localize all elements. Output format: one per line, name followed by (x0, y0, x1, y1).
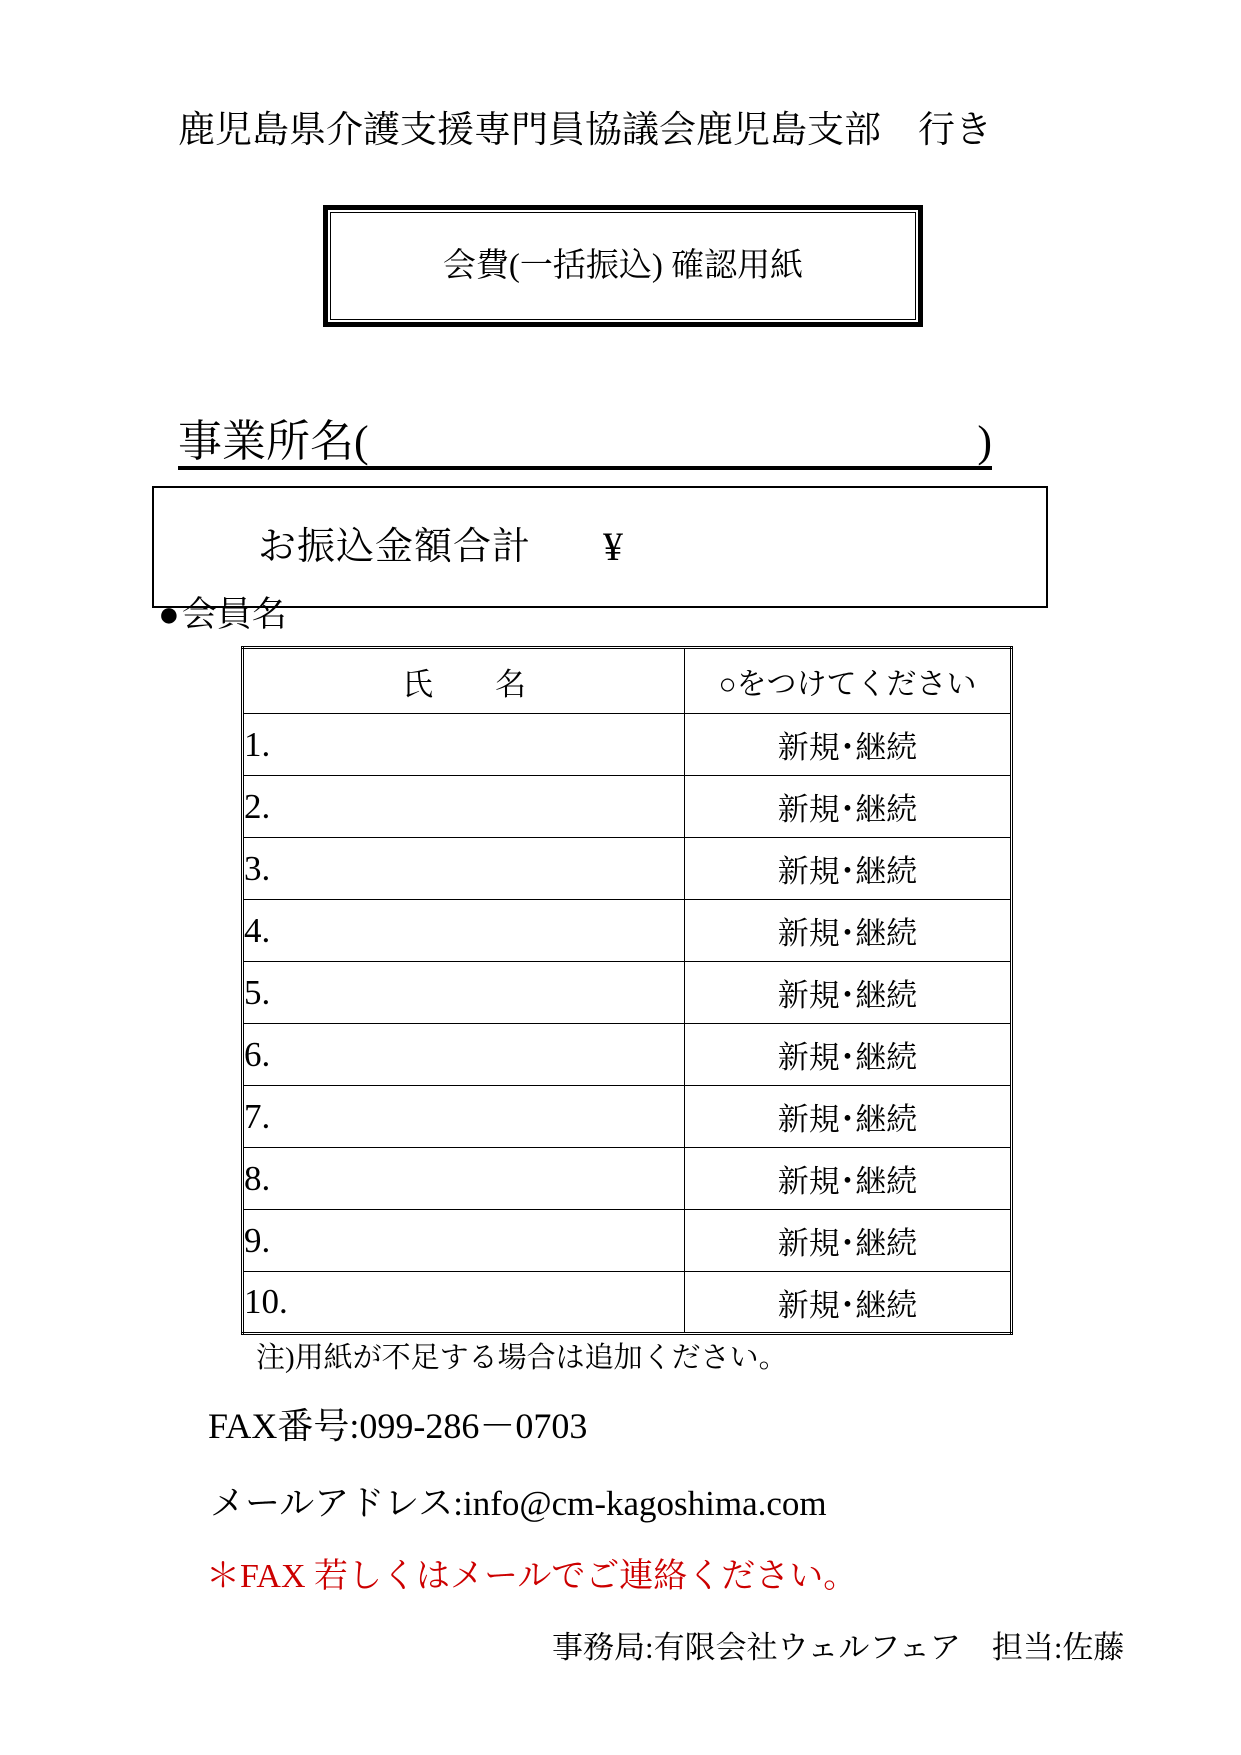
membership-choice-cell: 新規･継続 (685, 962, 1012, 1024)
email-address-line: メールアドレス:info@cm-kagoshima.com (210, 1484, 827, 1523)
form-title: 会費(一括振込) 確認用紙 (330, 212, 916, 320)
member-row-5 (243, 962, 1012, 1024)
business-name-label: 事業所名( (178, 417, 369, 466)
membership-choice-cell: 新規･継続 (685, 900, 1012, 962)
transfer-amount-box (152, 486, 1048, 608)
yen-symbol: ¥ (603, 524, 624, 569)
fax-number-line: FAX番号:099-286－0703 (208, 1406, 588, 1446)
member-name-cell: 8. (243, 1148, 685, 1210)
membership-choice-cell: 新規･継続 (685, 776, 1012, 838)
form-title-box (323, 205, 923, 327)
member-row-7 (243, 1086, 1012, 1148)
member-name-cell: 9. (243, 1210, 685, 1272)
member-name-cell: 7. (243, 1086, 685, 1148)
office-signature-line: 事務局:有限会社ウェルフェア 担当:佐藤 (552, 1630, 1125, 1665)
member-row-9 (243, 1210, 1012, 1272)
member-name-cell: 1. (243, 714, 685, 776)
name-column-header: 氏 名 (243, 648, 685, 714)
membership-choice-cell: 新規･継続 (685, 714, 1012, 776)
member-row-6 (243, 1024, 1012, 1086)
contact-instruction: ＊FAX 若しくはメールでご連絡ください。 (206, 1558, 858, 1595)
member-section-label: 会員名 (181, 594, 287, 634)
business-name-close-paren: ) (977, 417, 992, 466)
membership-choice-cell: 新規･継続 (685, 1148, 1012, 1210)
recipient-line: 鹿児島県介護支援専門員協議会鹿児島支部 行き (178, 110, 992, 151)
member-name-cell: 10. (243, 1272, 685, 1334)
business-name-field (178, 404, 992, 470)
member-section-heading (158, 596, 287, 632)
choice-column-header: ○をつけてください (685, 648, 1012, 714)
member-row-1 (243, 714, 1012, 776)
shortage-note: 注)用紙が不足する場合は追加ください。 (256, 1342, 788, 1374)
member-name-cell: 4. (243, 900, 685, 962)
member-table-header-row (243, 648, 1012, 714)
member-row-3 (243, 838, 1012, 900)
membership-choice-cell: 新規･継続 (685, 1024, 1012, 1086)
member-table (241, 646, 1013, 1335)
membership-choice-cell: 新規･継続 (685, 838, 1012, 900)
transfer-amount-label: お振込金額合計 (258, 526, 532, 568)
member-row-4 (243, 900, 1012, 962)
member-name-cell: 3. (243, 838, 685, 900)
member-row-8 (243, 1148, 1012, 1210)
member-name-cell: 5. (243, 962, 685, 1024)
member-row-10 (243, 1272, 1012, 1334)
member-row-2 (243, 776, 1012, 838)
membership-choice-cell: 新規･継続 (685, 1272, 1012, 1334)
member-name-cell: 6. (243, 1024, 685, 1086)
membership-choice-cell: 新規･継続 (685, 1086, 1012, 1148)
membership-choice-cell: 新規･継続 (685, 1210, 1012, 1272)
member-name-cell: 2. (243, 776, 685, 838)
bullet-icon: ● (158, 594, 180, 634)
